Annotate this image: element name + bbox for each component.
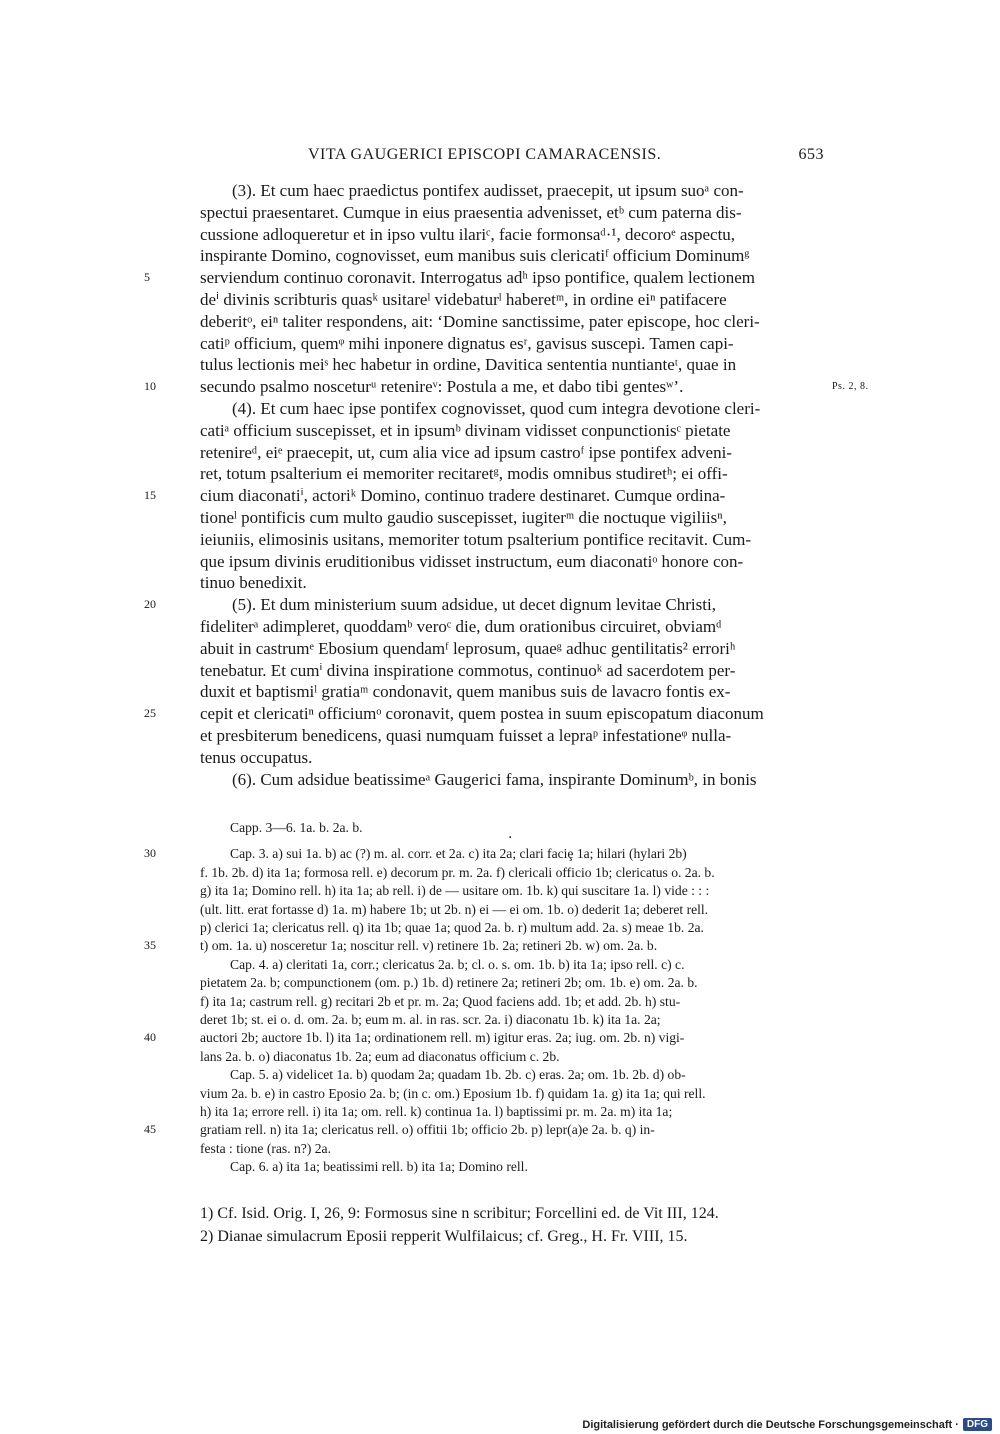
- text-line: [200, 224, 824, 245]
- apparatus-line: [200, 864, 824, 882]
- apparatus-line: [200, 1048, 824, 1066]
- apparatus-line: [200, 1011, 824, 1029]
- text-line-content: catiᵃ officium suscepisset, et in ipsumᵇ divinam vidisset conpunctionisᶜ pietate: [200, 420, 731, 440]
- apparatus-line-content: festa : tione (ras. n?) 2a.: [200, 1140, 331, 1156]
- running-title: VITA GAUGERICI EPISCOPI CAMARACENSIS.: [308, 146, 662, 163]
- text-line: [200, 267, 824, 288]
- apparatus-line-content: f. 1b. 2b. d) ita 1a; formosa rell. e) decorum pr. m. 2a. f) clericali officio 1b; clericatus o. 2a. b.: [200, 864, 715, 880]
- text-line: [200, 703, 824, 724]
- apparatus-separator-dot: .: [508, 826, 513, 842]
- line-number: 5: [144, 270, 150, 285]
- text-line-content: cepit et clericatiⁿ officiumᵒ coronavit, quem postea in suum episcopatum diaconum: [200, 704, 764, 724]
- apparatus-line: [200, 901, 824, 919]
- apparatus-line-content: gratiam rell. n) ita 1a; clericatus rell. o) offitii 1b; officio 2b. p) lepr(a)e 2a. b. q) in-: [200, 1122, 655, 1138]
- credit-text: Digitalisierung gefördert durch die Deutsche Forschungsgemeinschaft ·: [582, 1418, 959, 1431]
- apparatus-line: [200, 1029, 824, 1047]
- apparatus-line-content: f) ita 1a; castrum rell. g) recitari 2b et pr. m. 2a; Quod faciens add. 1b; et add. 2b. h) stu-: [200, 993, 681, 1009]
- text-line-content: secundo psalmo nosceturᵘ retenireᵛ: Postula a me, et dabo tibi gentesʷ’.: [200, 377, 684, 397]
- text-line-content: tenus occupatus.: [200, 747, 313, 767]
- text-line-content: retenireᵈ, eiᵉ praecepit, ut, cum alia vice ad ipsum castroᶠ ipse pontifex adveni-: [200, 442, 732, 462]
- apparatus-line-content: g) ita 1a; Domino rell. h) ita 1a; ab rell. i) de — usitare om. 1b. k) qui suscitare 1a. l) vide : : :: [200, 883, 710, 899]
- text-line: [200, 572, 824, 593]
- line-number: 15: [144, 488, 156, 503]
- apparatus-line-content: Cap. 5. a) videlicet 1a. b) quodam 2a; quadam 1b. 2b. c) eras. 2a; om. 1b. 2b. d) ob-: [230, 1067, 686, 1083]
- text-line: [200, 463, 824, 484]
- apparatus-line: [200, 845, 824, 863]
- margin-reference: Ps. 2, 8.: [832, 381, 869, 393]
- apparatus-line: [200, 974, 824, 992]
- apparatus-line: [200, 956, 824, 974]
- apparatus-line: [200, 919, 824, 937]
- text-line: [200, 245, 824, 266]
- text-line: [200, 681, 824, 702]
- text-line: [200, 354, 824, 375]
- text-line: [200, 420, 824, 441]
- apparatus-line-content: h) ita 1a; errore rell. i) ita 1a; om. rell. k) continua 1a. l) baptissimi pr. m. 2a. m) ita 1a;: [200, 1104, 673, 1119]
- text-line-content: spectui praesentaret. Cumque in eius praesentia advenisset, etᵇ cum paterna dis-: [200, 202, 742, 222]
- apparatus-line: [200, 1085, 824, 1103]
- line-number: 25: [144, 706, 156, 721]
- text-line-content: catiᵖ officium, quemᵠ mihi inponere dignatus esʳ, gavisus suscepi. Tamen capi-: [200, 333, 734, 353]
- apparatus-line-content: (ult. litt. erat fortasse d) 1a. m) habere 1b; ut 2b. n) ei — ei om. 1b. o) dederit 1a; deberet rell.: [200, 901, 709, 917]
- apparatus-line-content: deret 1b; st. ei o. d. om. 2a. b; eum m. al. in ras. scr. 2a. i) diaconatu 1b. k) ita 1a. 2a;: [200, 1012, 661, 1027]
- text-line: [200, 333, 824, 354]
- digitization-credit: [582, 1418, 992, 1431]
- apparatus-line-content: Cap. 6. a) ita 1a; beatissimi rell. b) ita 1a; Domino rell.: [230, 1159, 528, 1175]
- apparatus-line: [200, 993, 824, 1011]
- text-line-content: ret, totum psalterium ei memoriter recitaretᵍ, modis omnibus studiretʰ; ei offi-: [200, 464, 728, 484]
- text-line-content: cium diaconatiⁱ, actoriᵏ Domino, continuo tradere destinaret. Cumque ordina-: [200, 486, 726, 506]
- apparatus-line: [200, 1066, 824, 1084]
- text-line-content: abuit in castrumᵉ Ebosium quendamᶠ leprosum, quaeᵍ adhuc gentilitatis² erroriʰ: [200, 638, 736, 658]
- footnote: [200, 1203, 824, 1225]
- apparatus-line-content: Cap. 4. a) cleritati 1a, corr.; clericatus 2a. b; cl. o. s. om. 1b. b) ita 1a; ipso rell. c) c.: [230, 956, 685, 972]
- dfg-logo: DFG: [963, 1418, 992, 1431]
- text-line-content: cussione adloqueretur et in ipso vultu ilariᶜ, facie formonsaᵈ·¹, decoroᵉ aspectu,: [200, 224, 736, 244]
- apparatus-line: [200, 1158, 824, 1176]
- text-line: [200, 660, 824, 681]
- text-line-content: (3). Et cum haec praedictus pontifex audisset, praecepit, ut ipsum suoᵃ con-: [232, 181, 744, 200]
- text-line-content: (5). Et dum ministerium suum adsidue, ut decet dignum levitae Christi,: [232, 595, 716, 615]
- text-line: [200, 725, 824, 746]
- text-line-content: deberitᵒ, eiⁿ taliter respondens, ait: ‘Domine sanctissime, pater episcope, hoc cleri-: [200, 311, 760, 331]
- text-line-content: ieiuniis, elimosinis usitans, memoriter totum psalterium pontifice recitavit. Cum-: [200, 529, 751, 549]
- apparatus-line-content: Cap. 3. a) sui 1a. b) ac (?) m. al. corr. et 2a. c) ita 2a; clari faciȩ 1a; hilari (hylari 2b): [230, 846, 687, 862]
- text-line: [200, 616, 824, 637]
- text-line: [200, 202, 824, 223]
- apparatus-line: [200, 1121, 824, 1139]
- apparatus-line-content: pietatem 2a. b; compunctionem (om. p.) 1b. d) retinere 2a; retineri 2b; om. 1b. e) om. 2a. b.: [200, 975, 698, 991]
- text-line: [200, 289, 824, 310]
- text-line: [200, 594, 824, 615]
- line-number: 10: [144, 379, 156, 394]
- page-number: 653: [798, 146, 824, 163]
- apparatus-line-content: t) om. 1a. u) nosceretur 1a; noscitur rell. v) retinere 1b. 2a; retineri 2b. w) om. 2a. b.: [200, 938, 658, 954]
- apparatus-line: [200, 937, 824, 955]
- text-line-content: tulus lectionis meiˢ hec habetur in ordine, Davitica sententia nuntianteᵗ, quae in: [200, 355, 737, 375]
- text-line: [200, 529, 824, 550]
- text-line: [200, 638, 824, 659]
- text-line: [200, 376, 824, 397]
- apparatus-line: [200, 1140, 824, 1158]
- apparatus-line-content: p) clerici 1a; clericatus rell. q) ita 1b; quae 1a; quod 2a. b. r) multum add. 2a. s) meae 1b. 2a.: [200, 920, 704, 935]
- apparatus-line-content: lans 2a. b. o) diaconatus 1b. 2a; eum ad diaconatus officium c. 2b.: [200, 1048, 560, 1064]
- running-header: [200, 146, 824, 170]
- text-line-content: inspirante Domino, cognovisset, eum manibus suis clericatiᶠ officium Dominumᵍ: [200, 246, 750, 266]
- apparatus-line-content: auctori 2b; auctore 1b. l) ita 1a; ordinationem rell. m) igitur eras. 2a; iug. om. 2b. n) vigi-: [200, 1030, 685, 1046]
- text-line-content: tenebatur. Et cumⁱ divina inspiratione commotus, continuoᵏ ad sacerdotem per-: [200, 660, 736, 680]
- text-line-content: tioneˡ pontificis cum multo gaudio suscepisset, iugiterᵐ die noctuque vigiliisⁿ,: [200, 508, 727, 527]
- line-number: 35: [144, 938, 156, 953]
- text-line-content: tinuo benedixit.: [200, 573, 307, 593]
- text-line-content: et presbiterum benedicens, quasi numquam fuisset a lepraᵖ infestationeᵠ nulla-: [200, 726, 732, 745]
- text-line-content: que ipsum divinis eruditionibus vidisset instructum, eum diaconatiᵒ honore con-: [200, 551, 744, 571]
- apparatus-line: [200, 882, 824, 900]
- line-number: 45: [144, 1122, 156, 1137]
- text-line: [200, 442, 824, 463]
- text-line-content: (6). Cum adsidue beatissimeᵃ Gaugerici fama, inspirante Dominumᵇ, in bonis: [232, 769, 757, 789]
- text-line-content: duxit et baptismiˡ gratiaᵐ condonavit, quem manibus suis de lavacro fontis ex-: [200, 682, 731, 702]
- text-line: [200, 180, 824, 201]
- text-line: [200, 769, 824, 790]
- text-line: [200, 485, 824, 506]
- text-line: [200, 747, 824, 768]
- text-line: [200, 311, 824, 332]
- text-line: [200, 398, 824, 419]
- apparatus-line: [200, 1103, 824, 1121]
- footnote-content: 2) Dianae simulacrum Eposii repperit Wulfilaicus; cf. Greg., H. Fr. VIII, 15.: [200, 1228, 688, 1245]
- text-line: [200, 507, 824, 528]
- text-line-content: (4). Et cum haec ipse pontifex cognovisset, quod cum integra devotione cleri-: [232, 399, 761, 418]
- apparatus-line-content: vium 2a. b. e) in castro Eposio 2a. b; (in c. om.) Eposium 1b. f) quidam 1a. g) ita 1a; qui rell.: [200, 1085, 706, 1101]
- footnote-content: 1) Cf. Isid. Orig. I, 26, 9: Formosus sine n scribitur; Forcellini ed. de Vit III, 124.: [200, 1205, 719, 1222]
- text-line-content: serviendum continuo coronavit. Interrogatus adʰ ipso pontifice, qualem lectionem: [200, 268, 755, 288]
- text-line-content: deⁱ divinis scribturis quasᵏ usitareˡ videbaturˡ haberetᵐ, in ordine eiⁿ patifacere: [200, 290, 727, 309]
- footnote: [200, 1226, 824, 1248]
- line-number: 30: [144, 846, 156, 861]
- line-number: 40: [144, 1030, 156, 1045]
- apparatus-line-content: Capp. 3—6. 1a. b. 2a. b.: [230, 820, 363, 835]
- text-line: [200, 551, 824, 572]
- text-line-content: fideliterᵃ adimpleret, quoddamᵇ veroᶜ die, dum orationibus circuiret, obviamᵈ: [200, 617, 722, 636]
- line-number: 20: [144, 597, 156, 612]
